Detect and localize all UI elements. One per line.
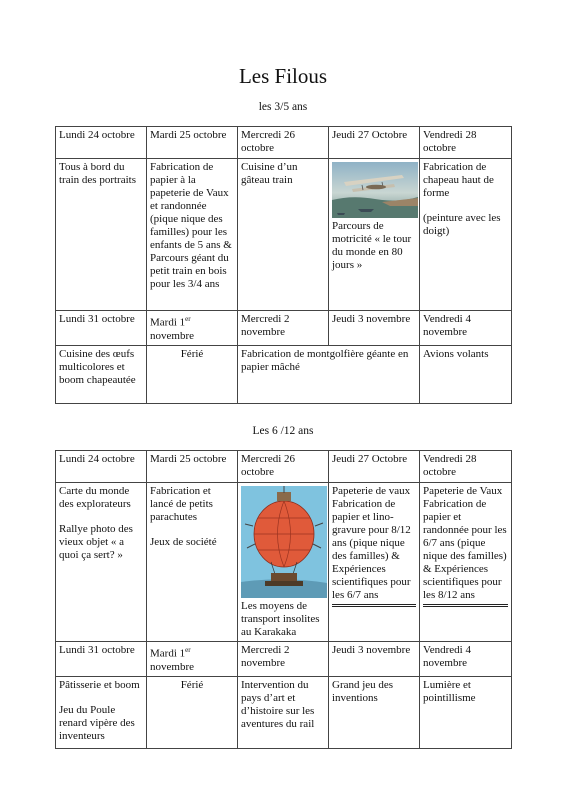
activity-cell: Avions volants [420,345,512,403]
day-header: Jeudi 27 Octobre [329,127,420,159]
day-header: Vendredi 28 octobre [420,451,512,483]
activity-cell: Papeterie de vaux Fabrication de papier et lino-gravure pour 8/12 ans (pique nique des familles) & Expériences scientifiques pour les 6/7 ans [329,483,420,642]
day-header: Mardi 25 octobre [147,451,238,483]
activity-cell: Férié [147,676,238,748]
activity-cell: Parcours de motricité « le tour du monde en 80 jours » [329,159,420,311]
schedule-table-3-5 [55,126,512,404]
day-header: Jeudi 3 novembre [329,311,420,346]
section-subtitle-6-12: Les 6 /12 ans [252,425,314,437]
table-row [56,127,512,159]
activity-cell: Intervention du pays d’art et d’histoire sur les aventures du rail [238,676,329,748]
activity-cell: Tous à bord du train des portraits [56,159,147,311]
activity-cell: Papeterie de Vaux Fabrication de papier et randonnée pour les 6/7 ans (pique nique des familles) & Expériences scientifiques pour les 8/12 ans [420,483,512,642]
seaplane-illustration [332,162,418,218]
day-header: Lundi 31 octobre [56,642,147,677]
day-header: Mercredi 26 octobre [238,451,329,483]
day-header: Vendredi 4 novembre [420,642,512,677]
table-row [56,159,512,311]
activity-cell: Grand jeu des inventions [329,676,420,748]
activity-cell: Fabrication et lancé de petits parachutes Jeux de société [147,483,238,642]
day-header: Mardi 1er novembre [147,642,238,677]
activity-cell: Férié [147,345,238,403]
double-rule [332,604,416,607]
day-header: Lundi 24 octobre [56,451,147,483]
day-header: Mercredi 26 octobre [238,127,329,159]
section-subtitle-3-5: les 3/5 ans [258,101,308,113]
day-header: Jeudi 27 Octobre [329,451,420,483]
day-header: Vendredi 4 novembre [420,311,512,346]
activity-cell: Fabrication de chapeau haut de forme (peinture avec les doigt) [420,159,512,311]
activity-cell: Lumière et pointillisme [420,676,512,748]
day-header: Mercredi 2 novembre [238,642,329,677]
day-header: Lundi 31 octobre [56,311,147,346]
day-header: Mardi 1er novembre [147,311,238,346]
activity-cell: Cuisine des œufs multicolores et boom chapeautée [56,345,147,403]
activity-cell: Carte du monde des explorateurs Rallye photo des vieux objet « a quoi ça sert? » [56,483,147,642]
table-row [56,642,512,677]
table-row [56,345,512,403]
activity-cell: Pâtisserie et boom Jeu du Poule renard vipère des inventeurs [56,676,147,748]
schedule-table-6-12 [55,450,512,749]
table-row [56,311,512,346]
day-header: Lundi 24 octobre [56,127,147,159]
activity-cell: Cuisine d’un gâteau train [238,159,329,311]
table-row [56,451,512,483]
activity-cell: Fabrication de montgolfière géante en papier mâché [238,345,420,403]
day-header: Vendredi 28 octobre [420,127,512,159]
table-row [56,676,512,748]
double-rule [423,604,508,607]
table-row [56,483,512,642]
page-title: Les Filous [238,64,328,88]
day-header: Mercredi 2 novembre [238,311,329,346]
day-header: Mardi 25 octobre [147,127,238,159]
activity-cell: Fabrication de papier à la papeterie de Vaux et randonnée (pique nique des familles) pour les enfants de 5 ans & Parcours géant du petit train en bois pour les 3/4 ans [147,159,238,311]
activity-cell: Les moyens de transport insolites au Karakaka [238,483,329,642]
balloon-illustration [241,486,327,598]
day-header: Jeudi 3 novembre [329,642,420,677]
